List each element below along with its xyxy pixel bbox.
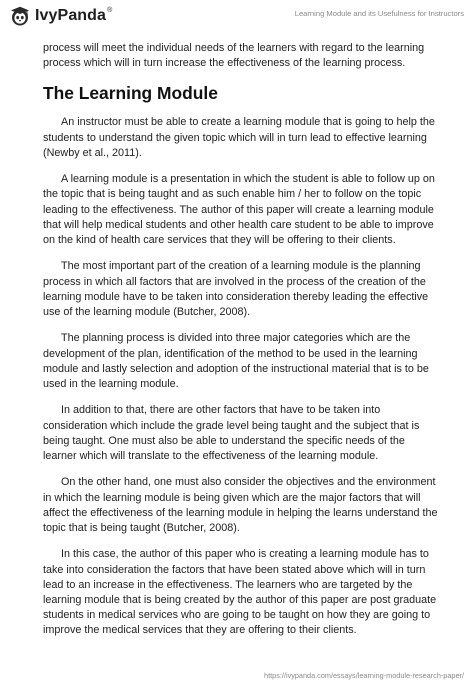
body-paragraph: In this case, the author of this paper who is creating a learning module has to take into consideration the factors that have been stated above which will in turn lead to an increase in the effectiveness. The learners who are targeted by the learning module that is being created by the author of this paper are post graduate students in medical services who are going to be taught on how they are going to improve the medical services that they are offering to their clients.: [43, 548, 437, 637]
intro-paragraph: process will meet the individual needs of the learners with regard to the learning process which will in turn increase the effectiveness of the learning process.: [43, 42, 425, 70]
ivypanda-logo[interactable]: [10, 6, 112, 26]
section-heading: The Learning Module: [43, 83, 218, 104]
body-paragraph: The planning process is divided into three major categories which are the development of the plan, identification of the method to be used in the learning module and lastly selection and adoption of the instructional material that is to be used in the learning module.: [43, 332, 429, 391]
page-header: [0, 0, 474, 32]
body-paragraph: The most important part of the creation of a learning module is the planning process in which all factors that are involved in the process of the creation of the learning module have to be taken into consideration thereby leading the effective use of the learning module (Butcher, 2008).: [43, 260, 429, 319]
source-url-link[interactable]: https://ivypanda.com/essays/learning-module-research-paper/: [264, 671, 464, 680]
brand-label: IvyPanda: [35, 7, 107, 24]
graduation-cap-panda-icon: [10, 6, 30, 26]
body-paragraph: A learning module is a presentation in which the student is able to follow up on the topic that is being taught and as such enable him / her to follow on the topic leading to the effectiveness. The author of this paper will create a learning module that will help medical students and other health care student to be able to improve on the kind of health care services that they will be offering to their clients.: [43, 173, 435, 247]
body-paragraph: An instructor must be able to create a learning module that is going to help the students to understand the given topic which will in turn lead to effective learning (Newby et al., 2011).: [43, 116, 435, 159]
body-paragraph: On the other hand, one must also consider the objectives and the environment in which the learning module is being given which are the major factors that will affect the effectiveness of the learning module in helping the learns understand the topic that is being taught (Butcher, 2008).: [43, 476, 438, 535]
brand-name: [35, 7, 112, 25]
body-paragraph: In addition to that, there are other factors that have to be taken into consideration which include the grade level being taught and the subject that is being taught. One must also be able to understand the specific needs of the learner which will translate to the effectiveness of the learning module.: [43, 404, 420, 463]
registered-mark: ®: [107, 7, 113, 14]
document-body: [43, 41, 438, 639]
document-title: Learning Module and its Usefulness for Instructors: [294, 9, 464, 18]
